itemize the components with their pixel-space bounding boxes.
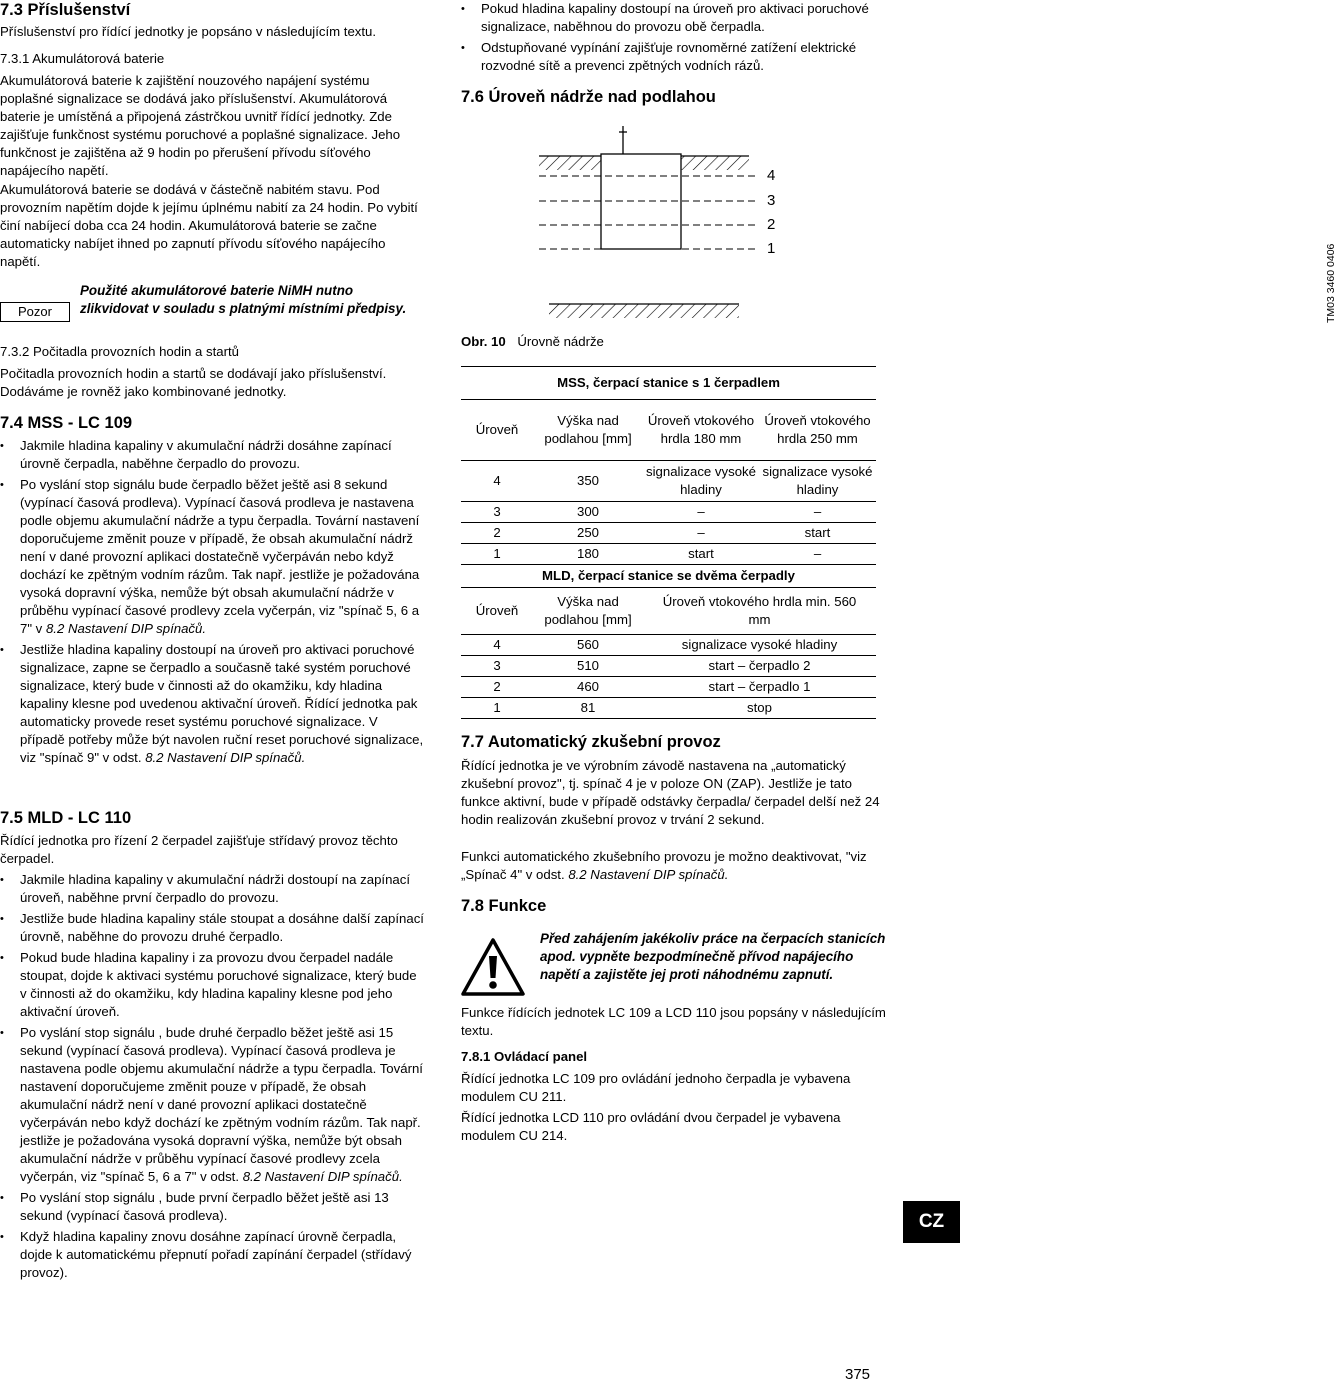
table-mld: [461, 565, 876, 719]
cross-reference: 8.2 Nastavení DIP spínačů.: [242, 1169, 403, 1184]
section-title-7-3-1: 7.3.1 Akumulátorová baterie: [0, 51, 165, 66]
level-label-1: 1: [767, 240, 776, 257]
list-item: • Po vyslání stop signálu bude čerpadlo běžet ještě asi 8 sekund (vypínací časová prodleva). Vypínací časová prodleva je nastavena podle objemu akumulační nádrže a typu čerpadla. Tovární nastavení doporučujeme změnit pouze v případě, že obsah akumulační nádrž není v dané provozní aplikaci dostatečně vyčerpáván nebo když dochází ke zpětným vodním rázům. Tak např. jestliže je požadována vysoká dopravní výška, nemůže být obsah akumulační nádrže v průběhu vypínací časové prodlevy zcela vyčerpán, viz "spínač 5, 6 a 7" v 8.2 Nastavení DIP spínačů.: [0, 476, 425, 638]
table-row: 1 81 stop: [461, 698, 876, 719]
section-title-7-5: 7.5 MLD - LC 110: [0, 809, 132, 827]
section-title-7-3: 7.3 Příslušenství: [0, 1, 131, 19]
caution-text: Použité akumulátorové baterie NiMH nutno zlikvidovat v souladu s platnými místními předpisy.: [80, 283, 407, 316]
table-row: 3 300 – –: [461, 502, 876, 523]
table-header: Úroveň vtokového hrdla 180 mm: [647, 413, 755, 446]
ground-hatch-bottom: [549, 304, 739, 318]
list-7-4: [0, 437, 425, 767]
paragraph-panel-1: Řídící jednotka LC 109 pro ovládání jednoho čerpadla je vybavena modulem CU 211.: [461, 1071, 851, 1104]
level-label-2: 2: [767, 216, 776, 233]
paragraph-functions: Funkce řídících jednotek LC 109 a LCD 110 jsou popsány v následujícím textu.: [461, 1005, 886, 1038]
list-item: • Když hladina kapaliny znovu dosáhne zapínací úrovně čerpadla, dojde k automatickému přepnutí pořadí zapínání čerpadel (střídavý provoz).: [0, 1228, 425, 1282]
cross-reference: 8.2 Nastavení DIP spínačů.: [568, 867, 729, 882]
warning-icon: [461, 938, 525, 996]
paragraph-panel-2: Řídící jednotka LCD 110 pro ovládání dvou čerpadel je vybavena modulem CU 214.: [461, 1110, 841, 1143]
table-row: 1 180 start –: [461, 544, 876, 565]
table-header: Úroveň: [475, 422, 519, 437]
cross-reference: 8.2 Nastavení DIP spínačů.: [45, 621, 206, 636]
list-7-5: [0, 871, 425, 1282]
table-header: Úroveň vtokového hrdla 250 mm: [764, 413, 871, 446]
cross-reference: 8.2 Nastavení DIP spínačů.: [145, 750, 306, 765]
page-number: 375: [845, 1366, 871, 1383]
list-top: [461, 0, 891, 75]
list-item: • Jakmile hladina kapaliny v akumulační nádrži dosáhne zapínací úrovně čerpadla, naběhne čerpadlo do provozu.: [0, 437, 425, 473]
figure-code: TM03 3460 0406: [1325, 243, 1337, 323]
paragraph-battery-1: Akumulátorová baterie k zajištění nouzového napájení systému poplašné signalizace se dodává jako příslušenství. Akumulátorová baterie je umístěná a připojená zástrčkou uvnitř řídící jednotky. Zde zajišťuje funkčnost systému poruchové a poplašné signalizace. Jeho funkčnost je zajištěna až 9 hodin po přerušení přívodu síťového napájecího napětí.: [0, 73, 401, 178]
list-item: • Pokud hladina kapaliny dostoupí na úroveň pro aktivaci poruchové signalizace, naběhnou do provozu obě čerpadla.: [461, 0, 891, 36]
figure-number: Obr. 10: [461, 334, 506, 349]
warning-text: Před zahájením jakékoliv práce na čerpacích stanicích apod. vypněte bezpodmínečně přívod napájecího napětí a zajistěte jej proti náhodnému zapnutí.: [540, 931, 886, 982]
paragraph-test-2: Funkci automatického zkušebního provozu je možno deaktivovat, "viz „Spínač 4" v odst. 8.2 Nastavení DIP spínačů.: [461, 849, 867, 882]
table-title: MLD, čerpací stanice se dvěma čerpadly: [542, 568, 795, 583]
section-intro-7-5: Řídící jednotka pro řízení 2 čerpadel zajišťuje střídavý provoz těchto čerpadel.: [0, 833, 398, 866]
figure-caption-text: Úrovně nádrže: [517, 334, 604, 349]
table-row: 2 250 – start: [461, 523, 876, 544]
list-item: • Po vyslání stop signálu , bude druhé čerpadlo běžet ještě asi 15 sekund (vypínací časová prodleva). Vypínací časová prodleva je nastavena podle objemu akumulační nádrže a typu čerpadla. Tovární nastavení doporučujeme změnit pouze v případě, že obsah akumulační nádrž není v dané provozní aplikaci dostatečně vyčerpáván nebo když dochází ke zpětným vodním rázům. Tak např. jestliže je požadována vysoká dopravní výška, nemůže být obsah akumulační nádrže v průběhu vypínací časové prodlevy zcela vyčerpán, viz "spínač 5, 6 a 7" v odst. 8.2 Nastavení DIP spínačů.: [0, 1024, 425, 1186]
section-title-7-8: 7.8 Funkce: [461, 897, 547, 915]
list-item: • Jestliže hladina kapaliny dostoupí na úroveň pro aktivaci poruchové signalizace, zapne se čerpadlo a současně také systém poruchové signalizace, který bude v činnosti až do okamžiku, kdy hladina kapaliny klesne pod uvedenou aktivační úroveň. Řídící jednotka pak automaticky provede reset systému poruchové signalizace. V případě potřeby může být navolen ruční reset poruchové signalizace, viz "spínač 9" v odst. 8.2 Nastavení DIP spínačů.: [0, 641, 425, 767]
section-title-7-3-2: 7.3.2 Počitadla provozních hodin a startů: [0, 344, 239, 359]
table-header: Úroveň vtokového hrdla min. 560 mm: [662, 594, 857, 627]
list-item: • Odstupňované vypínání zajišťuje rovnoměrné zatížení elektrické rozvodné sítě a prevenci zpětných vodních rázů.: [461, 39, 891, 75]
section-title-7-8-1: 7.8.1 Ovládací panel: [461, 1049, 588, 1064]
list-item: • Jestliže bude hladina kapaliny stále stoupat a dosáhne další zapínací úrovně, naběhne do provozu druhé čerpadlo.: [0, 910, 425, 946]
tank-level-figure: [537, 122, 787, 327]
table-header: Výška nad podlahou [mm]: [544, 413, 632, 446]
level-label-3: 3: [767, 192, 776, 209]
language-tab: CZ: [903, 1201, 960, 1243]
section-intro-7-3: Příslušenství pro řídící jednotky je popsáno v následujícím textu.: [0, 24, 377, 39]
list-item: • Po vyslání stop signálu , bude první čerpadlo běžet ještě asi 13 sekund (vypínací časová prodleva).: [0, 1189, 425, 1225]
level-label-4: 4: [767, 167, 776, 184]
table-row: 4 560 signalizace vysoké hladiny: [461, 635, 876, 656]
list-item: • Jakmile hladina kapaliny v akumulační nádrži dostoupí na zapínací úroveň, naběhne první čerpadlo do provozu.: [0, 871, 425, 907]
figure-caption: [461, 333, 891, 351]
paragraph-battery-2: Akumulátorová baterie se dodává v částečně nabitém stavu. Pod provozním napětím dojde k jejímu úplnému nabití za 24 hodin. Po vybití činí nabíjecí doba cca 24 hodin. Akumulátorová baterie se začne automaticky nabíjet ihned po zapnutí přívodu síťového napájecího napětí.: [0, 182, 418, 269]
paragraph-counters: Počitadla provozních hodin a startů se dodávají jako příslušenství. Dodáváme je rovněž jako kombinované jednotky.: [0, 366, 387, 399]
table-mss: [461, 366, 876, 565]
table-row: 3 510 start – čerpadlo 2: [461, 656, 876, 677]
list-item: • Pokud bude hladina kapaliny i za provozu dvou čerpadel nadále stoupat, dojde k aktivaci systému poruchové signalizace, který bude v činnosti až do okamžiku, kdy hladina kapaliny klesne pod jeho aktivační úroveň.: [0, 949, 425, 1021]
table-header: Výška nad podlahou [mm]: [544, 594, 632, 627]
table-header: Úroveň: [475, 603, 519, 618]
paragraph-test-1: Řídící jednotka je ve výrobním závodě nastavena na „automatický zkušební provoz", tj. spínač 4 je v poloze ON (ZAP). Jestliže je tato funkce aktivní, bude v případě odstávky čerpadla/ čerpadel delší než 24 hodin realizován zkušební provoz v trvání 2 sekund.: [461, 758, 880, 827]
table-row: 2 460 start – čerpadlo 1: [461, 677, 876, 698]
section-title-7-6: 7.6 Úroveň nádrže nad podlahou: [461, 88, 716, 106]
caution-label: Pozor: [0, 302, 70, 322]
section-title-7-7: 7.7 Automatický zkušební provoz: [461, 733, 721, 751]
section-title-7-4: 7.4 MSS - LC 109: [0, 414, 133, 432]
table-row: 4 350 signalizace vysoké hladiny signalizace vysoké hladiny: [461, 461, 876, 502]
table-title: MSS, čerpací stanice s 1 čerpadlem: [557, 375, 780, 390]
